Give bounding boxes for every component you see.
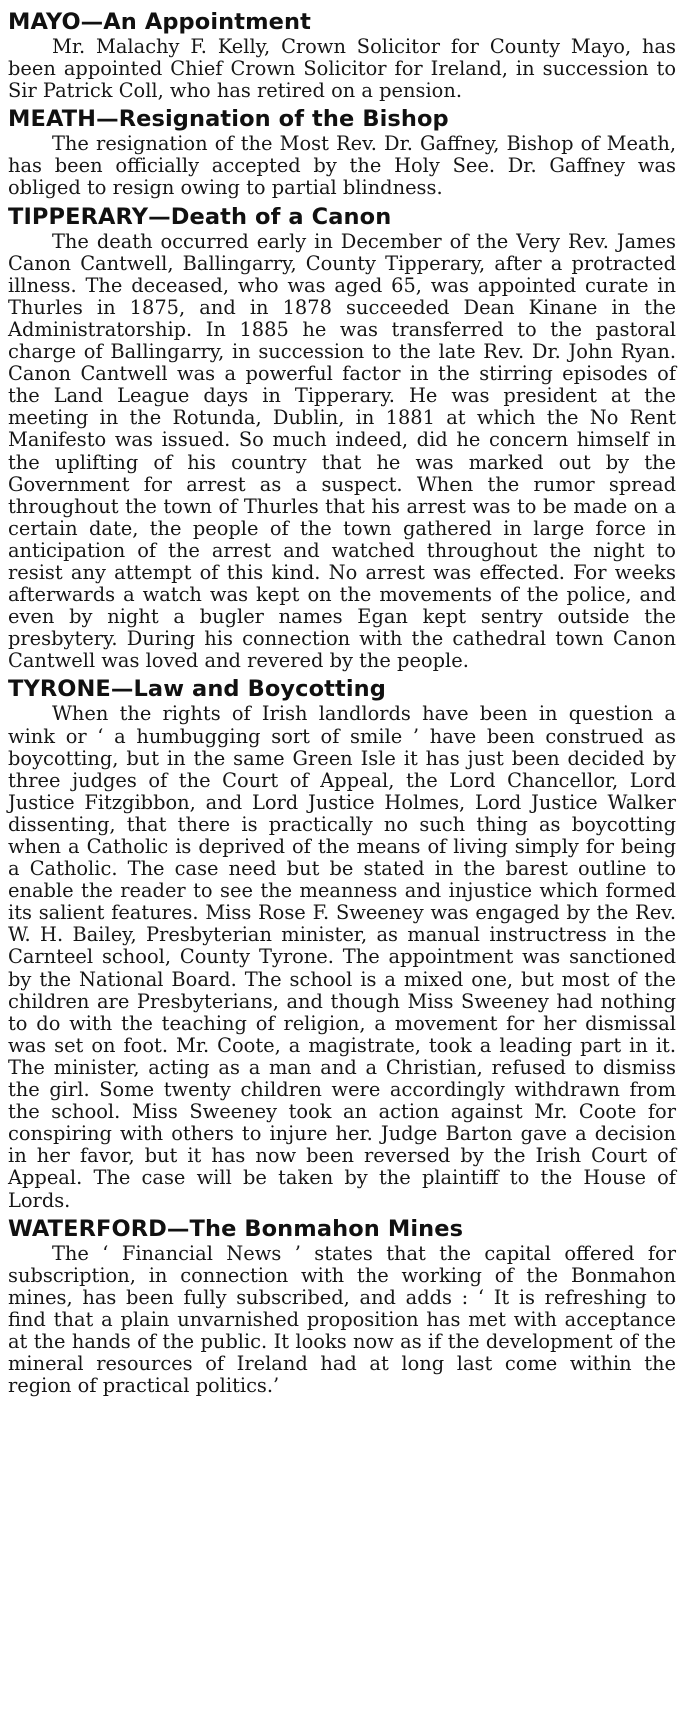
article-body: When the rights of Irish landlords have been in question a wink or ‘ a humbugging sort of smile ’ have been construed as boycotting, but in the same Green Isle it has just been decided by three judges of the Court of Appeal, the Lord Chancellor, Lord Justice Fitzgibbon, and Lord Justice Holmes, Lord Justice Walker dissenting, that there is practically no such thing as boycotting when a Catholic is deprived of the means of living simply for being a Catholic. The case need but be stated in the barest outline to enable the reader to see the meanness and injustice which formed its salient features. Miss Rose F. Sweeney was engaged by the Rev. W. H. Bailey, Presbyterian minister, as manual instructress in the Carnteel school, County Tyrone. The appointment was sanctioned by the National Board. The school is a mixed one, but most of the children are Presbyterians, and though Miss Sweeney had nothing to do with the teaching of religion, a movement for her dismissal was set on foot. Mr. Coote, a magistrate, took a leading part in it. The minister, acting as a man and a Christian, refused to dismiss the girl. Some twenty children were accordingly withdrawn from the school. Miss Sweeney took an action against Mr. Coote for conspiring with others to injure her. Judge Barton gave a decision in her favor, but it has now been reversed by the Irish Court of Appeal. The case will be taken by the plaintiff to the House of Lords. bbox=[8, 702, 676, 1212]
newspaper-column bbox=[8, 8, 676, 1400]
article-headline: TIPPERARY—Death of a Canon bbox=[8, 203, 392, 230]
article-body: The death occurred early in December of the Very Rev. James Canon Cantwell, Ballingarry, County Tipperary, after a protracted illness. The deceased, who was aged 65, was appointed curate in Thurles in 1875, and in 1878 succeeded Dean Kinane in the Administratorship. In 1885 he was transferred to the pastoral charge of Ballingarry, in succession to the late Rev. Dr. John Ryan. Canon Cantwell was a powerful factor in the stirring episodes of the Land League days in Tipperary. He was president at the meeting in the Rotunda, Dublin, in 1881 at which the No Rent Manifesto was issued. So much indeed, did he concern himself in the uplifting of his country that he was marked out by the Government for arrest as a suspect. When the rumor spread throughout the town of Thurles that his arrest was to be made on a certain date, the people of the town gathered in large force in anticipation of the arrest and watched throughout the night to resist any attempt of this kind. No arrest was effected. For weeks afterwards a watch was kept on the movements of the police, and even by night a bugler names Egan kept sentry outside the presbytery. During his connection with the cathedral town Canon Cantwell was loved and revered by the people. bbox=[8, 229, 676, 673]
article-headline: WATERFORD—The Bonmahon Mines bbox=[8, 1215, 464, 1242]
article-body: The ‘ Financial News ’ states that the capital offered for subscription, in connection with the working of the Bonmahon mines, has been fully subscribed, and adds : ‘ It is refreshing to find that a plain unvarnished proposition has met with acceptance at the hands of the public. It looks now as if the development of the mineral resources of Ireland had at long last come within the region of practical politics.’ bbox=[8, 1241, 676, 1398]
article-waterford bbox=[8, 1215, 676, 1398]
article-meath bbox=[8, 105, 676, 199]
article-body: Mr. Malachy F. Kelly, Crown Solicitor for County Mayo, has been appointed Chief Crown Solicitor for Ireland, in succession to Sir Patrick Coll, who has retired on a pension. bbox=[8, 35, 676, 103]
article-body: The resignation of the Most Rev. Dr. Gaffney, Bishop of Meath, has been officially accepted by the Holy See. Dr. Gaffney was obliged to resign owing to partial blindness. bbox=[8, 132, 676, 200]
article-mayo bbox=[8, 8, 676, 102]
article-tipperary bbox=[8, 203, 676, 673]
article-headline: TYRONE—Law and Boycotting bbox=[8, 676, 386, 703]
article-tyrone bbox=[8, 675, 676, 1211]
article-headline: MAYO—An Appointment bbox=[8, 9, 311, 35]
article-headline: MEATH—Resignation of the Bishop bbox=[8, 106, 449, 133]
